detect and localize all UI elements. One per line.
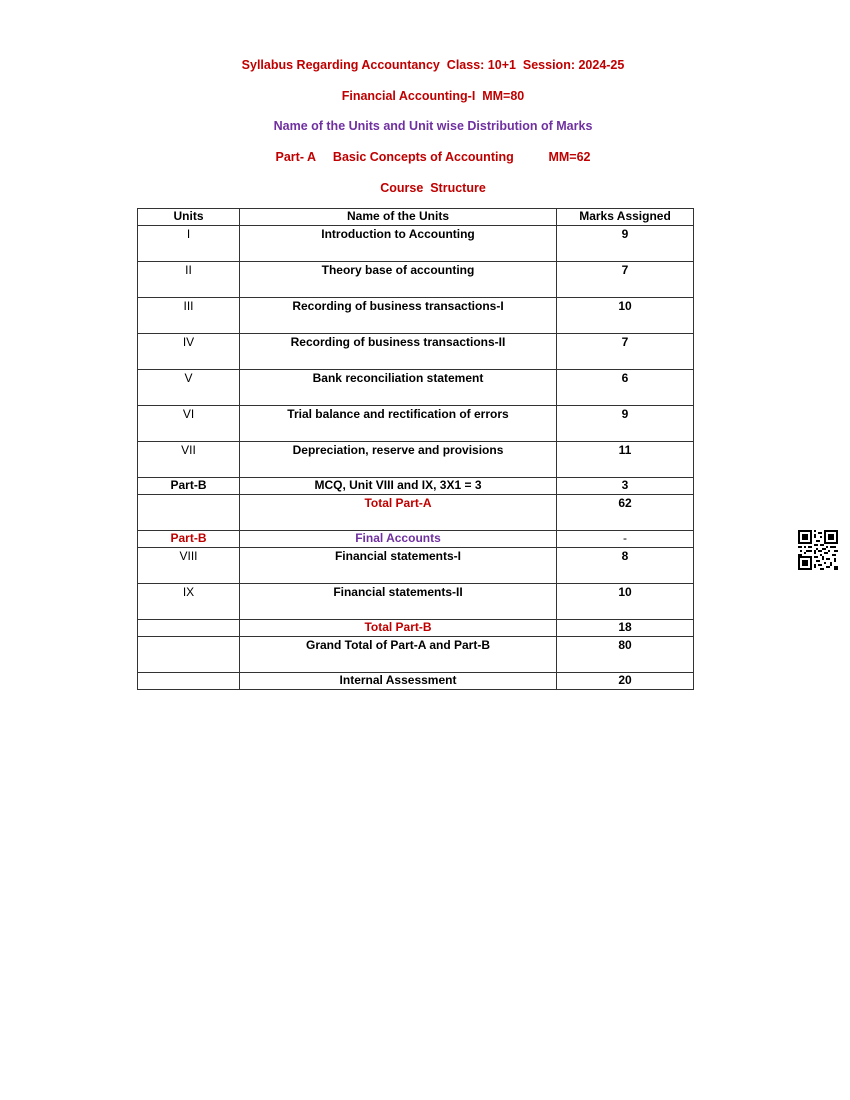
- total-part-b-label: Total Part-B: [240, 620, 557, 637]
- unit-name-cell: Financial statements-II: [240, 584, 557, 620]
- unit-cell: [138, 495, 240, 531]
- unit-name-cell: Depreciation, reserve and provisions: [240, 442, 557, 478]
- column-header-units: Units: [138, 209, 240, 226]
- unit-cell: [138, 673, 240, 690]
- table-row: [138, 298, 694, 334]
- marks-cell: 8: [557, 548, 694, 584]
- table-row: [138, 334, 694, 370]
- unit-cell: Part-B: [138, 478, 240, 495]
- paper-title: Financial Accounting-I MM=80: [341, 89, 525, 103]
- marks-cell: 11: [557, 442, 694, 478]
- total-part-a-label: Total Part-A: [240, 495, 557, 531]
- course-structure-heading: Course Structure: [380, 181, 486, 195]
- table-row-total-part-a: [138, 495, 694, 531]
- unit-name-cell: Recording of business transactions-I: [240, 298, 557, 334]
- marks-cell: 10: [557, 584, 694, 620]
- column-header-marks: Marks Assigned: [557, 209, 694, 226]
- unit-name-cell: Trial balance and rectification of errors: [240, 406, 557, 442]
- unit-cell: VIII: [138, 548, 240, 584]
- unit-cell: II: [138, 262, 240, 298]
- marks-cell: 18: [557, 620, 694, 637]
- table-row: [138, 584, 694, 620]
- marks-cell: 20: [557, 673, 694, 690]
- unit-cell: VI: [138, 406, 240, 442]
- unit-cell: III: [138, 298, 240, 334]
- unit-cell: VII: [138, 442, 240, 478]
- unit-cell: [138, 637, 240, 673]
- table-row: [138, 478, 694, 495]
- table-row: [138, 442, 694, 478]
- part-b-label: Part-B: [138, 531, 240, 548]
- marks-cell: 7: [557, 262, 694, 298]
- marks-cell: 9: [557, 406, 694, 442]
- unit-name-cell: Introduction to Accounting: [240, 226, 557, 262]
- table-row: [138, 406, 694, 442]
- marks-cell: 62: [557, 495, 694, 531]
- marks-cell: 3: [557, 478, 694, 495]
- internal-assessment-label: Internal Assessment: [240, 673, 557, 690]
- qr-code-icon[interactable]: [798, 530, 838, 570]
- table-row-part-b-heading: [138, 531, 694, 548]
- marks-cell: 80: [557, 637, 694, 673]
- table-row: [138, 262, 694, 298]
- syllabus-title: Syllabus Regarding Accountancy Class: 10+1 Session: 2024-25: [241, 58, 625, 72]
- unit-name-cell: Bank reconciliation statement: [240, 370, 557, 406]
- table-row-grand-total: [138, 637, 694, 673]
- units-distribution-heading: Name of the Units and Unit wise Distribution of Marks: [273, 119, 593, 133]
- unit-cell: V: [138, 370, 240, 406]
- marks-cell: 7: [557, 334, 694, 370]
- table-row-internal-assessment: [138, 673, 694, 690]
- unit-name-cell: Financial statements-I: [240, 548, 557, 584]
- unit-name-cell: Theory base of accounting: [240, 262, 557, 298]
- unit-name-cell: Recording of business transactions-II: [240, 334, 557, 370]
- marks-cell: -: [557, 531, 694, 548]
- column-header-name: Name of the Units: [240, 209, 557, 226]
- table-row: [138, 370, 694, 406]
- table-row: [138, 226, 694, 262]
- table-header-row: [138, 209, 694, 226]
- course-structure-table: [137, 208, 694, 690]
- final-accounts-label: Final Accounts: [240, 531, 557, 548]
- marks-cell: 9: [557, 226, 694, 262]
- unit-cell: I: [138, 226, 240, 262]
- marks-cell: 6: [557, 370, 694, 406]
- table-row-total-part-b: [138, 620, 694, 637]
- unit-cell: [138, 620, 240, 637]
- unit-name-cell: MCQ, Unit VIII and IX, 3X1 = 3: [240, 478, 557, 495]
- unit-cell: IX: [138, 584, 240, 620]
- marks-cell: 10: [557, 298, 694, 334]
- part-a-heading: Part- A Basic Concepts of Accounting MM=62: [275, 150, 591, 164]
- grand-total-label: Grand Total of Part-A and Part-B: [240, 637, 557, 673]
- unit-cell: IV: [138, 334, 240, 370]
- table-row: [138, 548, 694, 584]
